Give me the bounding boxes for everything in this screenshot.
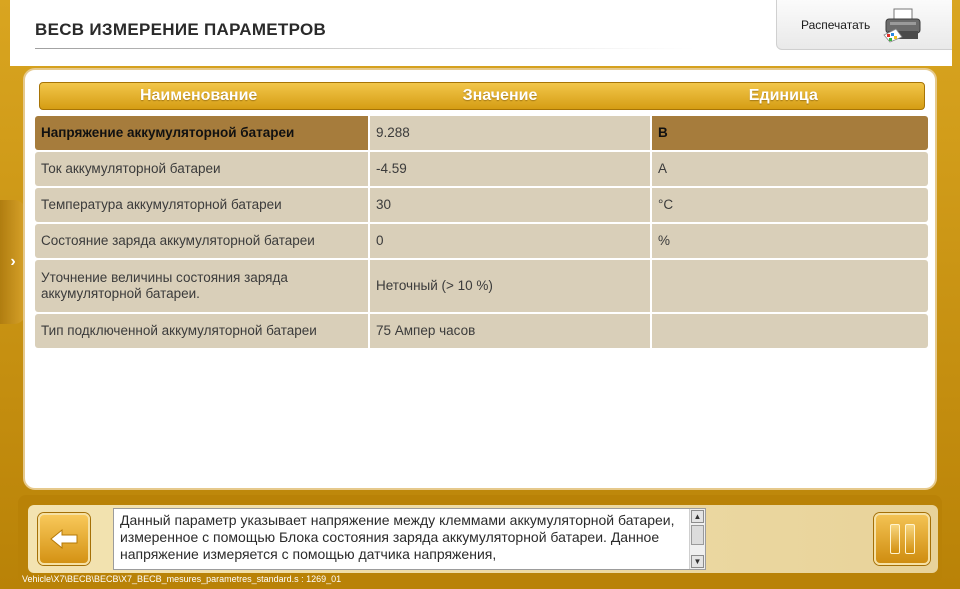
column-header-name: Наименование: [139, 87, 258, 104]
param-value: -4.59: [370, 152, 650, 186]
description-box[interactable]: [113, 508, 706, 570]
table-row[interactable]: [35, 188, 928, 222]
back-button[interactable]: [38, 513, 90, 565]
param-value: 0: [370, 224, 650, 258]
param-name: Температура аккумуляторной батареи: [35, 188, 368, 222]
param-value: 30: [370, 188, 650, 222]
param-name: Уточнение величины состояния заряда аккумуляторной батареи.: [35, 260, 368, 312]
param-unit: A: [652, 152, 928, 186]
param-value: 9.288: [370, 116, 650, 150]
table-row-selected[interactable]: [35, 116, 928, 150]
parameters-table: [35, 116, 928, 350]
pause-icon: [890, 524, 900, 554]
param-unit: B: [652, 116, 928, 150]
scroll-thumb[interactable]: [691, 525, 704, 545]
param-unit: [652, 260, 928, 312]
param-value: 75 Ампер часов: [370, 314, 650, 348]
print-button[interactable]: [776, 0, 952, 50]
printer-icon: [882, 7, 924, 43]
chevron-right-icon: ›: [10, 253, 16, 270]
parameters-panel: [23, 68, 937, 490]
param-value: Неточный (> 10 %): [370, 260, 650, 312]
table-row[interactable]: [35, 260, 928, 312]
table-row[interactable]: [35, 152, 928, 186]
table-header: [39, 82, 925, 110]
param-name: Тип подключенной аккумуляторной батареи: [35, 314, 368, 348]
scroll-up-icon[interactable]: ▲: [691, 510, 704, 523]
param-name: Ток аккумуляторной батареи: [35, 152, 368, 186]
param-unit: °C: [652, 188, 928, 222]
arrow-left-icon: [49, 528, 79, 550]
param-name: Напряжение аккумуляторной батареи: [35, 116, 368, 150]
status-path: Vehicle\X7\BECB\BECB\X7_BECB_mesures_parametres_standard.s : 1269_01: [22, 574, 342, 584]
title-divider: [35, 48, 695, 49]
param-name: Состояние заряда аккумуляторной батареи: [35, 224, 368, 258]
column-header-unit: Единица: [748, 87, 818, 104]
pause-icon: [905, 524, 915, 554]
description-text: Данный параметр указывает напряжение между клеммами аккумуляторной батареи, измеренное с помощью Блока состояния заряда аккумуляторной батареи. Данное напряжение измеряется с помощью датчика напряжения,: [120, 512, 675, 562]
param-unit: %: [652, 224, 928, 258]
table-row[interactable]: [35, 224, 928, 258]
pause-button[interactable]: [874, 513, 930, 565]
scroll-down-icon[interactable]: ▼: [691, 555, 704, 568]
param-unit: [652, 314, 928, 348]
table-row[interactable]: [35, 314, 928, 348]
title-panel: [10, 0, 952, 66]
column-header-value: Значение: [462, 87, 538, 104]
page-title: BECB ИЗМЕРЕНИЕ ПАРАМЕТРОВ: [35, 20, 327, 39]
print-label: Распечатать: [801, 17, 871, 32]
description-scrollbar[interactable]: [689, 509, 705, 569]
